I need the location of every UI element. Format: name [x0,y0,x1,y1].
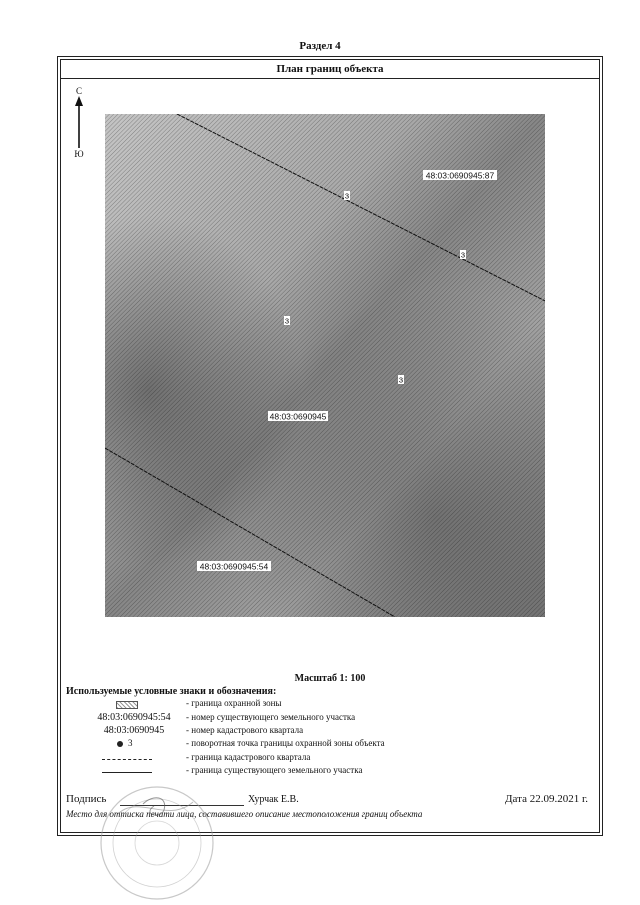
legend-item-quarter-boundary [66,752,586,766]
legend-symbol-parcel-number [66,712,184,726]
turning-point-3 [284,316,290,326]
legend-text: - номер существующего земельного участка [186,712,356,722]
signature-date: Дата 22.09.2021 г. [505,793,588,805]
legend-text: - граница существующего земельного участка [186,765,363,775]
legend-symbol-quarter-number [66,725,184,739]
turning-point-4 [398,375,404,385]
legend-item-turning-point [66,738,586,752]
legend-title: Используемые условные знаки и обозначения: [66,686,277,697]
dot-icon [117,741,123,747]
dashed-line-icon [102,759,152,760]
signature-row [66,793,592,809]
stamp-place-note: Место для оттиска печати лица, составившего описание местоположения границ объекта [66,809,423,819]
parcel-label-top [423,170,497,181]
turning-point-4-label: 3 [398,375,404,385]
parcel-label-top-text: 48:03:0690945:87 [425,170,495,181]
plan-title: План границ объекта [60,59,600,79]
legend-turning-point-sample: 3 [128,738,133,748]
legend-text: - граница охранной зоны [186,698,282,708]
parcel-label-bottom-text: 48:03:0690945:54 [199,561,269,572]
legend-text: - граница кадастрового квартала [186,752,311,762]
legend-symbol-quarter-boundary [66,752,184,766]
legend-quarter-number-sample: 48:03:0690945 [103,725,165,736]
signature-label: Подпись [66,793,107,805]
compass-north-label: С [75,86,82,96]
turning-point-3-label: 3 [284,316,290,326]
legend-item-protection-zone [66,698,586,712]
legend-item-parcel-number [66,712,586,726]
quarter-label [268,411,328,422]
signatory-name: Хурчак Е.В. [248,794,299,805]
legend-symbol-protection-zone [66,698,184,712]
compass-south-label: Ю [74,149,84,159]
turning-point-2 [460,250,466,260]
legend-text: - номер кадастрового квартала [186,725,304,735]
compass-arrow-icon [71,86,87,164]
scale-label: Масштаб 1: 100 [294,673,366,684]
quarter-label-text: 48:03:0690945 [269,411,327,422]
turning-point-2-label: 3 [460,250,466,260]
map-svg [105,114,545,617]
signature-line [120,805,244,806]
legend-text: - поворотная точка границы охранной зоны объекта [186,738,385,748]
legend-symbol-turning-point [66,738,184,752]
map-canvas [105,114,545,617]
legend-item-quarter-number [66,725,586,739]
turning-point-1-label: 3 [344,191,350,201]
hatched-rect-icon [116,701,138,709]
legend-parcel-number-sample: 48:03:0690945:54 [97,712,171,723]
parcel-label-bottom [197,561,271,572]
solid-line-icon [102,772,152,773]
section-title: Раздел 4 [299,40,341,52]
turning-point-1 [344,191,350,201]
legend-item-parcel-boundary [66,765,586,779]
legend-symbol-parcel-boundary [66,765,184,779]
